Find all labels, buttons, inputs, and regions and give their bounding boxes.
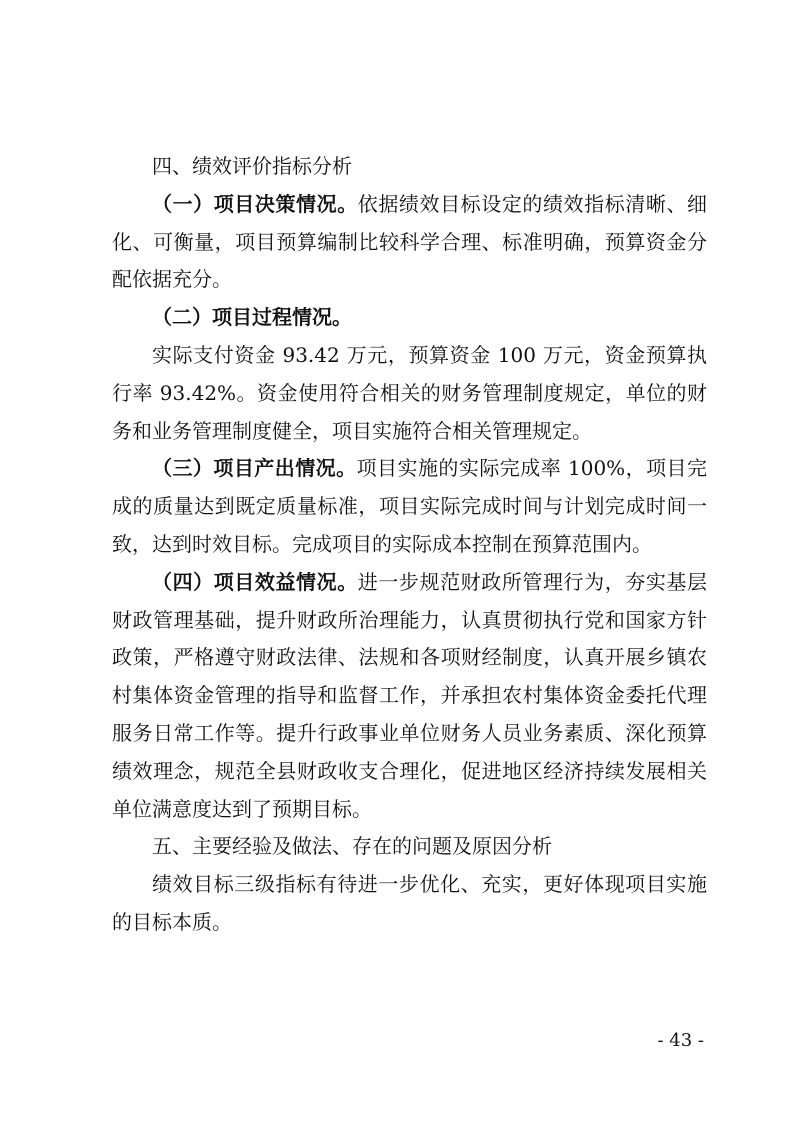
paragraph-lead: （一）项目决策情况。 — [152, 191, 358, 216]
paragraph-text: 依据绩效目标设定的绩效指标清晰、细化、可衡量，项目预算编制比较科学合理、标准明确，预算资金分配依据充分。 — [112, 191, 708, 292]
paragraph-lead: （二）项目过程情况。 — [152, 305, 352, 330]
paragraph-process-heading — [112, 299, 707, 337]
paragraph-process: 实际支付资金 93.42 万元，预算资金 100 万元，资金预算执行率 93.42%。资金使用符合相关的财务管理制度规定，单位的财务和业务管理制度健全，项目实施符合相关管理规定。 — [112, 342, 707, 443]
section-heading-4: 四、绩效评价指标分析 — [152, 154, 352, 178]
paragraph-text: 项目实施的实际完成率 100%，项目完成的质量达到既定质量标准，项目实际完成时间与计划完成时间一致，达到时效目标。完成项目的实际成本控制在预算范围内。 — [112, 456, 708, 556]
paragraph-lead: （三）项目产出情况。 — [152, 456, 357, 481]
paragraph-decision — [112, 186, 707, 299]
paragraph-issues: 绩效目标三级指标有待进一步优化、充实，更好体现项目实施的目标本质。 — [112, 872, 707, 934]
paragraph-output — [112, 450, 707, 563]
page-number: - 43 - — [657, 1030, 704, 1051]
paragraph-lead: （四）项目效益情况。 — [152, 569, 358, 594]
section-heading-5: 五、主要经验及做法、存在的问题及原因分析 — [152, 834, 552, 859]
paragraph-text: 进一步规范财政所管理行为，夯实基层财政管理基础，提升财政所治理能力，认真贯彻执行党和国家方针政策，严格遵守财政法律、法规和各项财经制度，认真开展乡镇农村集体资金管理的指导和监督工作，并承担农村集体资金委托代理服务日常工作等。提升行政事业单位财务人员业务素质、深化预算绩效理念，规范全县财政收支合理化，促进地区经济持续发展相关单位满意度达到了预期目标。 — [112, 569, 708, 821]
paragraph-benefit — [112, 564, 707, 829]
document-body — [112, 148, 707, 942]
